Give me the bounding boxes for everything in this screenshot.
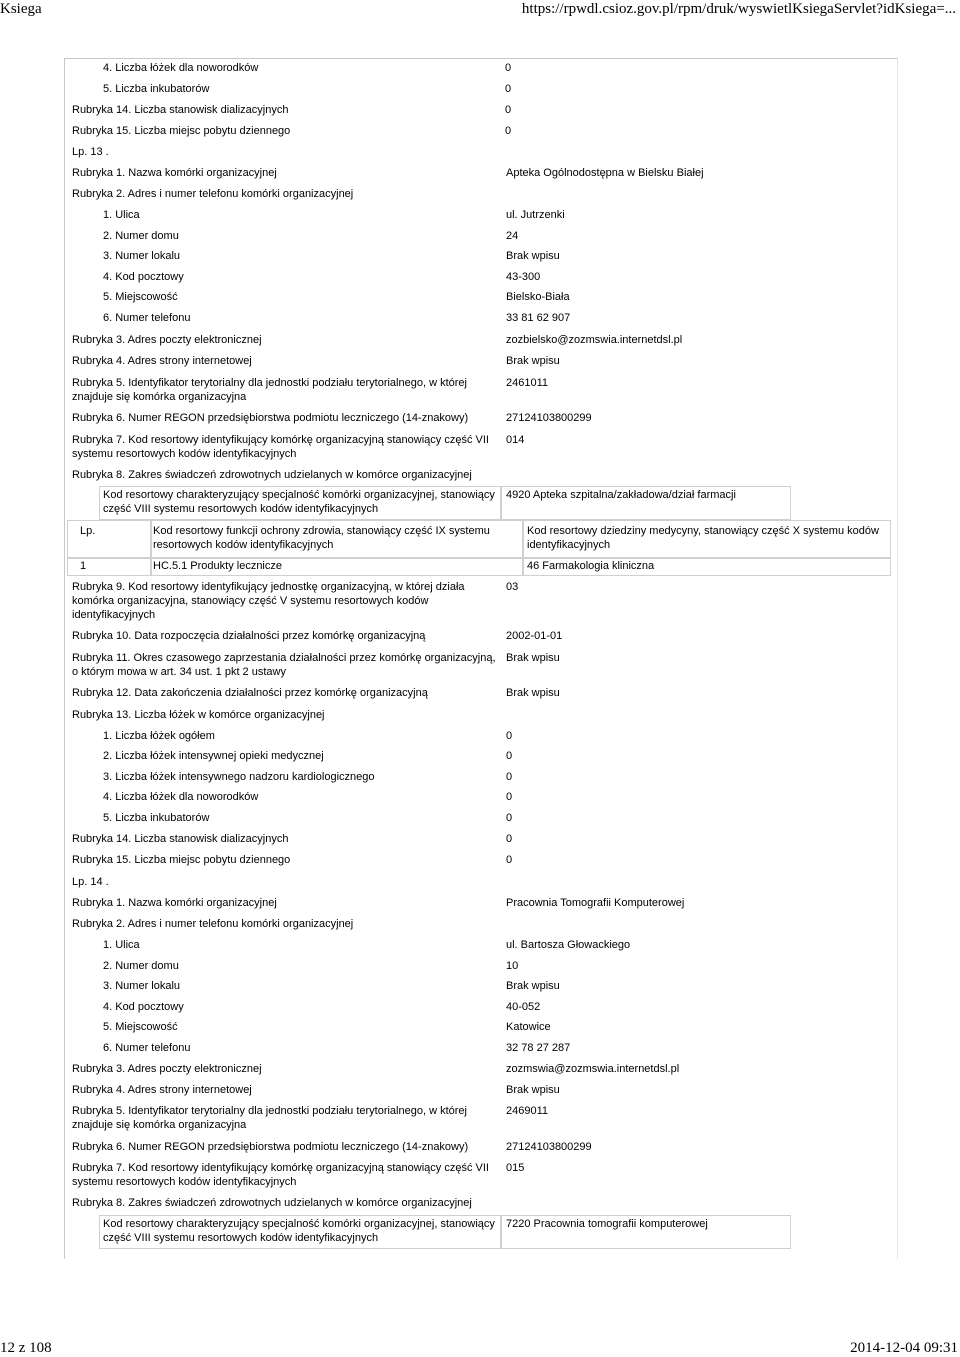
field-label: Rubryka 2. Adres i numer telefonu komórki organizacyjnej — [72, 188, 354, 200]
page-number: 12 z 108 — [0, 1340, 52, 1356]
field-value: 0 — [505, 125, 512, 137]
field-label: Rubryka 9. Kod resortowy identyfikujący jednostkę organizacyjną, w której działa komórka organizacyjna, stanowiący część V systemu resortowych kodów identyfikacyjnych — [72, 581, 465, 621]
field-value: 10 — [506, 960, 519, 972]
field-label: 5. Miejscowość — [103, 291, 178, 303]
browser-title: Ksiega — [0, 1, 42, 17]
field-value: 4920 Apteka szpitalna/zakładowa/dział farmacji — [506, 489, 736, 501]
field-label: Rubryka 3. Adres poczty elektronicznej — [72, 334, 262, 346]
field-value: 43-300 — [506, 271, 541, 283]
field-label: Rubryka 12. Data zakończenia działalności przez komórkę organizacyjną — [72, 687, 428, 699]
field-label: Kod resortowy charakteryzujący specjalność komórki organizacyjnej, stanowiący część VIII systemu resortowych kodów identyfikacyjnych — [103, 1218, 495, 1244]
field-label: Rubryka 1. Nazwa komórki organizacyjnej — [72, 167, 277, 179]
field-value: Kod resortowy funkcji ochrony zdrowia, stanowiący część IX systemu resortowych kodów identyfikacyjnych — [153, 525, 490, 551]
field-value: 2469011 — [506, 1105, 549, 1117]
field-value: 0 — [506, 750, 513, 762]
field-label: 1. Ulica — [103, 939, 140, 951]
field-value: 0 — [506, 771, 513, 783]
field-value: 0 — [506, 730, 513, 742]
field-label: Kod resortowy charakteryzujący specjalność komórki organizacyjnej, stanowiący część VIII systemu resortowych kodów identyfikacyjnych — [103, 489, 495, 515]
field-value: zozbielsko@zozmswia.internetdsl.pl — [506, 334, 683, 346]
field-label: Rubryka 11. Okres czasowego zaprzestania działalności przez komórkę organizacyjną, o którym mowa w art. 34 ust. 1 pkt 2 ustawy — [72, 652, 496, 678]
field-value: Brak wpisu — [506, 1084, 560, 1096]
field-value: 40-052 — [506, 1001, 541, 1013]
field-label: Lp. 14 . — [72, 876, 109, 888]
field-value: HC.5.1 Produkty lecznicze — [153, 560, 282, 572]
field-label: Rubryka 6. Numer REGON przedsiębiorstwa podmiotu leczniczego (14-znakowy) — [72, 1141, 469, 1153]
field-label: Rubryka 8. Zakres świadczeń zdrowotnych udzielanych w komórce organizacyjnej — [72, 1197, 472, 1209]
field-value: Brak wpisu — [506, 652, 560, 664]
field-label: Rubryka 5. Identyfikator terytorialny dla jednostki podziału terytorialnego, w której znajduje się komórka organizacyjna — [72, 377, 467, 403]
field-label: Rubryka 2. Adres i numer telefonu komórki organizacyjnej — [72, 918, 354, 930]
field-label: Rubryka 10. Data rozpoczęcia działalności przez komórkę organizacyjną — [72, 630, 426, 642]
field-label: 2. Numer domu — [103, 960, 179, 972]
field-label: 5. Liczba inkubatorów — [103, 812, 210, 824]
field-value: Brak wpisu — [506, 355, 560, 367]
field-label: 5. Miejscowość — [103, 1021, 178, 1033]
field-value-2: Kod resortowy dziedziny medycyny, stanowiący część X systemu kodów identyfikacyjnych — [527, 525, 879, 551]
field-label: Lp. 13 . — [72, 146, 109, 158]
field-value: 014 — [506, 434, 525, 446]
field-label: 2. Liczba łóżek intensywnej opieki medycznej — [103, 750, 324, 762]
field-label: Rubryka 8. Zakres świadczeń zdrowotnych udzielanych w komórce organizacyjnej — [72, 469, 472, 481]
field-label: Rubryka 14. Liczba stanowisk dializacyjnych — [72, 104, 289, 116]
field-value: 24 — [506, 230, 519, 242]
field-label: 3. Liczba łóżek intensywnego nadzoru kardiologicznego — [103, 771, 375, 783]
field-value: Brak wpisu — [506, 980, 560, 992]
field-label: Rubryka 5. Identyfikator terytorialny dla jednostki podziału terytorialnego, w której znajduje się komórka organizacyjna — [72, 1105, 467, 1131]
field-label: 6. Numer telefonu — [103, 312, 191, 324]
print-datetime: 2014-12-04 09:31 — [850, 1340, 958, 1356]
field-label: Rubryka 6. Numer REGON przedsiębiorstwa podmiotu leczniczego (14-znakowy) — [72, 412, 469, 424]
field-value: 0 — [506, 791, 513, 803]
field-label: Lp. — [80, 525, 96, 537]
field-label: 3. Numer lokalu — [103, 980, 181, 992]
field-label: 1. Liczba łóżek ogółem — [103, 730, 215, 742]
field-label: Rubryka 15. Liczba miejsc pobytu dziennego — [72, 125, 291, 137]
field-value: 0 — [506, 854, 513, 866]
field-label: 1. Ulica — [103, 209, 140, 221]
field-label: 1 — [80, 560, 87, 572]
page-url: https://rpwdl.csioz.gov.pl/rpm/druk/wyswietlKsiegaServlet?idKsiega=... — [521, 1, 956, 17]
field-value: Brak wpisu — [506, 250, 560, 262]
field-value: 0 — [505, 104, 512, 116]
field-label: Rubryka 7. Kod resortowy identyfikujący komórkę organizacyjną stanowiący część VII systemu resortowych kodów identyfikacyjnych — [72, 1162, 489, 1188]
field-value: 27124103800299 — [506, 1141, 592, 1153]
field-value: 32 78 27 287 — [506, 1042, 571, 1054]
field-label: 5. Liczba inkubatorów — [103, 83, 210, 95]
field-value: 2002-01-01 — [506, 630, 563, 642]
field-label: Rubryka 7. Kod resortowy identyfikujący komórkę organizacyjną stanowiący część VII systemu resortowych kodów identyfikacyjnych — [72, 434, 489, 460]
field-value: 7220 Pracownia tomografii komputerowej — [506, 1218, 708, 1230]
field-label: Rubryka 3. Adres poczty elektronicznej — [72, 1063, 262, 1075]
field-label: 4. Kod pocztowy — [103, 1001, 184, 1013]
field-value: Pracownia Tomografii Komputerowej — [506, 897, 685, 909]
field-value: Apteka Ogólnodostępna w Bielsku Białej — [506, 167, 704, 179]
field-value: 33 81 62 907 — [506, 312, 571, 324]
field-label: Rubryka 4. Adres strony internetowej — [72, 1084, 252, 1096]
field-value: Brak wpisu — [506, 687, 560, 699]
field-value: 0 — [506, 833, 513, 845]
field-value: Katowice — [506, 1021, 551, 1033]
field-value: 0 — [505, 62, 512, 74]
field-value-2: 46 Farmakologia kliniczna — [527, 560, 655, 572]
field-label: Rubryka 15. Liczba miejsc pobytu dziennego — [72, 854, 291, 866]
field-value: 2461011 — [506, 377, 549, 389]
field-label: Rubryka 1. Nazwa komórki organizacyjnej — [72, 897, 277, 909]
field-value: 015 — [506, 1162, 525, 1174]
field-label: 3. Numer lokalu — [103, 250, 181, 262]
field-value: 0 — [506, 812, 513, 824]
field-value: ul. Bartosza Głowackiego — [506, 939, 631, 951]
field-value: ul. Jutrzenki — [506, 209, 565, 221]
field-label: 6. Numer telefonu — [103, 1042, 191, 1054]
field-label: Rubryka 4. Adres strony internetowej — [72, 355, 252, 367]
field-value: 27124103800299 — [506, 412, 592, 424]
field-value: zozmswia@zozmswia.internetdsl.pl — [506, 1063, 680, 1075]
field-label: 4. Liczba łóżek dla noworodków — [103, 62, 259, 74]
field-value: 03 — [506, 581, 519, 593]
field-label: Rubryka 14. Liczba stanowisk dializacyjnych — [72, 833, 289, 845]
field-label: Rubryka 13. Liczba łóżek w komórce organizacyjnej — [72, 709, 325, 721]
field-label: 4. Liczba łóżek dla noworodków — [103, 791, 259, 803]
field-label: 2. Numer domu — [103, 230, 179, 242]
field-label: 4. Kod pocztowy — [103, 271, 184, 283]
field-value: 0 — [505, 83, 512, 95]
field-value: Bielsko-Biała — [506, 291, 570, 303]
